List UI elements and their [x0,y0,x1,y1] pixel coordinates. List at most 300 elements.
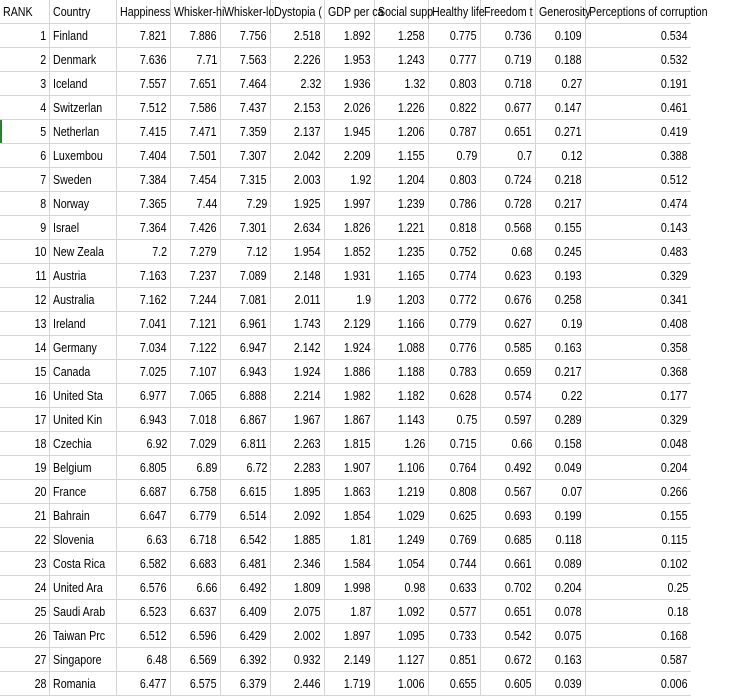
value-cell[interactable]: 1.203 [375,288,429,311]
value-cell[interactable]: 6.615 [221,480,271,503]
value-cell[interactable]: 7.563 [221,48,271,71]
country-cell[interactable]: Norway [50,192,117,215]
value-cell[interactable]: 0.27 [536,72,586,95]
country-cell[interactable]: Germany [50,336,117,359]
value-cell[interactable]: 0.329 [661,268,688,283]
value-cell[interactable]: 0.048 [661,436,688,451]
country-cell[interactable]: Switzerlan [50,96,117,119]
value-cell[interactable]: 1.204 [375,168,429,191]
value-cell[interactable]: 7.315 [221,168,271,191]
value-cell[interactable]: 7.636 [117,48,171,71]
value-cell[interactable]: 6.683 [171,552,221,575]
country-cell[interactable]: Belgium [50,456,117,479]
value-cell[interactable]: 2.129 [325,312,375,335]
country-cell[interactable]: Sweden [50,168,117,191]
value-cell[interactable]: 2.003 [271,168,325,191]
value-cell[interactable]: 0.358 [661,340,688,355]
header-cell[interactable]: Dystopia ( [271,0,325,23]
value-cell[interactable]: 6.943 [221,360,271,383]
value-cell[interactable]: 6.811 [221,432,271,455]
rank-cell[interactable]: 7 [0,168,50,191]
value-cell[interactable]: 0.715 [429,432,481,455]
country-cell[interactable]: New Zeala [50,240,117,263]
country-cell[interactable]: Taiwan Prc [50,624,117,647]
value-cell[interactable]: 1.188 [375,360,429,383]
value-cell[interactable]: 1.87 [325,600,375,623]
value-cell[interactable]: 1.826 [325,216,375,239]
value-cell[interactable]: 7.12 [221,240,271,263]
header-cell[interactable]: GDP per ca [325,0,375,23]
value-cell[interactable]: 0.851 [429,648,481,671]
value-cell[interactable]: 7.586 [171,96,221,119]
header-cell[interactable]: Whisker-lo [221,0,271,23]
value-cell[interactable]: 0.66 [481,432,536,455]
value-cell[interactable]: 0.19 [536,312,586,335]
rank-cell[interactable]: 8 [0,192,50,215]
country-cell[interactable]: Czechia [50,432,117,455]
rank-cell[interactable]: 21 [0,504,50,527]
value-cell[interactable]: 0.585 [481,336,536,359]
value-cell[interactable]: 0.078 [536,600,586,623]
country-cell[interactable]: Iceland [50,72,117,95]
value-cell[interactable]: 0.218 [536,168,586,191]
value-cell[interactable]: 7.107 [171,360,221,383]
value-cell[interactable]: 7.025 [117,360,171,383]
value-cell[interactable]: 0.341 [661,292,688,307]
value-cell[interactable]: 1.584 [325,552,375,575]
value-cell[interactable]: 0.118 [536,528,586,551]
value-cell[interactable]: 0.693 [481,504,536,527]
value-cell[interactable]: 0.419 [661,124,688,139]
value-cell[interactable]: 0.492 [481,456,536,479]
value-cell[interactable]: 0.532 [661,52,688,67]
value-cell[interactable]: 0.102 [661,556,688,571]
value-cell[interactable]: 0.204 [536,576,586,599]
value-cell[interactable]: 7.365 [117,192,171,215]
value-cell[interactable]: 2.153 [271,96,325,119]
value-cell[interactable]: 0.204 [661,460,688,475]
value-cell[interactable]: 2.149 [325,648,375,671]
value-cell[interactable]: 0.597 [481,408,536,431]
value-cell[interactable]: 1.26 [375,432,429,455]
value-cell[interactable]: 6.569 [171,648,221,671]
value-cell[interactable]: 1.907 [325,456,375,479]
value-cell[interactable]: 0.79 [429,144,481,167]
value-cell[interactable]: 0.568 [481,216,536,239]
value-cell[interactable]: 6.63 [117,528,171,551]
value-cell[interactable]: 0.191 [661,76,688,91]
value-cell[interactable]: 1.982 [325,384,375,407]
value-cell[interactable]: 6.888 [221,384,271,407]
value-cell[interactable]: 6.943 [117,408,171,431]
value-cell[interactable]: 0.803 [429,168,481,191]
value-cell[interactable]: 0.764 [429,456,481,479]
value-cell[interactable]: 7.437 [221,96,271,119]
value-cell[interactable]: 2.002 [271,624,325,647]
value-cell[interactable]: 6.647 [117,504,171,527]
value-cell[interactable]: 7.029 [171,432,221,455]
value-cell[interactable]: 0.408 [661,316,688,331]
value-cell[interactable]: 1.743 [271,312,325,335]
value-cell[interactable]: 1.997 [325,192,375,215]
value-cell[interactable]: 1.006 [375,672,429,695]
value-cell[interactable]: 1.809 [271,576,325,599]
rank-cell[interactable]: 26 [0,624,50,647]
value-cell[interactable]: 1.165 [375,264,429,287]
value-cell[interactable]: 0.155 [661,508,688,523]
value-cell[interactable]: 0.98 [375,576,429,599]
value-cell[interactable]: 1.235 [375,240,429,263]
value-cell[interactable]: 0.661 [481,552,536,575]
value-cell[interactable]: 2.446 [271,672,325,695]
value-cell[interactable]: 0.567 [481,480,536,503]
value-cell[interactable]: 0.672 [481,648,536,671]
value-cell[interactable]: 6.575 [171,672,221,695]
value-cell[interactable]: 0.461 [661,100,688,115]
value-cell[interactable]: 0.779 [429,312,481,335]
value-cell[interactable]: 0.258 [536,288,586,311]
rank-cell[interactable]: 23 [0,552,50,575]
country-cell[interactable]: Slovenia [50,528,117,551]
rank-cell[interactable]: 10 [0,240,50,263]
value-cell[interactable]: 1.945 [325,120,375,143]
value-cell[interactable]: 7.364 [117,216,171,239]
value-cell[interactable]: 0.728 [481,192,536,215]
country-cell[interactable]: Ireland [50,312,117,335]
value-cell[interactable]: 0.776 [429,336,481,359]
country-cell[interactable]: Saudi Arab [50,600,117,623]
value-cell[interactable]: 0.718 [481,72,536,95]
value-cell[interactable]: 6.805 [117,456,171,479]
rank-cell[interactable]: 28 [0,672,50,695]
rank-cell[interactable]: 16 [0,384,50,407]
value-cell[interactable]: 6.512 [117,624,171,647]
value-cell[interactable]: 2.634 [271,216,325,239]
value-cell[interactable]: 7.404 [117,144,171,167]
value-cell[interactable]: 1.953 [325,48,375,71]
value-cell[interactable]: 6.48 [117,648,171,671]
value-cell[interactable]: 6.687 [117,480,171,503]
value-cell[interactable]: 7.018 [171,408,221,431]
value-cell[interactable]: 6.582 [117,552,171,575]
value-cell[interactable]: 7.454 [171,168,221,191]
rank-cell[interactable]: 17 [0,408,50,431]
value-cell[interactable]: 7.464 [221,72,271,95]
value-cell[interactable]: 2.042 [271,144,325,167]
value-cell[interactable]: 7.512 [117,96,171,119]
rank-cell[interactable]: 22 [0,528,50,551]
value-cell[interactable]: 2.346 [271,552,325,575]
value-cell[interactable]: 1.854 [325,504,375,527]
value-cell[interactable]: 0.25 [667,580,688,595]
value-cell[interactable]: 0.769 [429,528,481,551]
value-cell[interactable]: 1.815 [325,432,375,455]
header-cell[interactable]: Freedom t [481,0,536,23]
header-cell[interactable]: Healthy life [429,0,481,23]
value-cell[interactable]: 1.897 [325,624,375,647]
value-cell[interactable]: 0.633 [429,576,481,599]
value-cell[interactable]: 2.518 [271,24,325,47]
country-cell[interactable]: Denmark [50,48,117,71]
value-cell[interactable]: 6.718 [171,528,221,551]
value-cell[interactable]: 0.12 [536,144,586,167]
value-cell[interactable]: 0.217 [536,360,586,383]
rank-cell[interactable]: 13 [0,312,50,335]
header-cell[interactable]: Social supp [375,0,429,23]
value-cell[interactable]: 2.214 [271,384,325,407]
value-cell[interactable]: 1.092 [375,600,429,623]
value-cell[interactable]: 7.756 [221,24,271,47]
value-cell[interactable]: 6.514 [221,504,271,527]
value-cell[interactable]: 0.574 [481,384,536,407]
value-cell[interactable]: 6.637 [171,600,221,623]
value-cell[interactable]: 1.221 [375,216,429,239]
rank-cell[interactable]: 25 [0,600,50,623]
value-cell[interactable]: 0.818 [429,216,481,239]
rank-cell[interactable]: 6 [0,144,50,167]
value-cell[interactable]: 7.089 [221,264,271,287]
value-cell[interactable]: 0.724 [481,168,536,191]
value-cell[interactable]: 0.177 [661,388,688,403]
value-cell[interactable]: 0.18 [667,604,688,619]
value-cell[interactable]: 7.279 [171,240,221,263]
rank-cell[interactable]: 19 [0,456,50,479]
value-cell[interactable]: 1.258 [375,24,429,47]
value-cell[interactable]: 0.623 [481,264,536,287]
value-cell[interactable]: 1.182 [375,384,429,407]
value-cell[interactable]: 0.289 [536,408,586,431]
value-cell[interactable]: 0.775 [429,24,481,47]
value-cell[interactable]: 7.041 [117,312,171,335]
value-cell[interactable]: 7.821 [117,24,171,47]
value-cell[interactable]: 0.783 [429,360,481,383]
country-cell[interactable]: France [50,480,117,503]
value-cell[interactable]: 0.199 [536,504,586,527]
value-cell[interactable]: 6.961 [221,312,271,335]
value-cell[interactable]: 6.477 [117,672,171,695]
value-cell[interactable]: 0.774 [429,264,481,287]
value-cell[interactable]: 0.822 [429,96,481,119]
value-cell[interactable]: 0.155 [536,216,586,239]
header-cell[interactable]: RANK [0,0,50,23]
value-cell[interactable]: 1.32 [375,72,429,95]
value-cell[interactable]: 1.054 [375,552,429,575]
value-cell[interactable]: 1.924 [271,360,325,383]
value-cell[interactable]: 2.148 [271,264,325,287]
value-cell[interactable]: 1.998 [325,576,375,599]
value-cell[interactable]: 1.239 [375,192,429,215]
value-cell[interactable]: 0.388 [661,148,688,163]
value-cell[interactable]: 2.283 [271,456,325,479]
value-cell[interactable]: 6.523 [117,600,171,623]
value-cell[interactable]: 0.733 [429,624,481,647]
value-cell[interactable]: 1.219 [375,480,429,503]
value-cell[interactable]: 1.166 [375,312,429,335]
rank-cell[interactable]: 15 [0,360,50,383]
value-cell[interactable]: 0.803 [429,72,481,95]
value-cell[interactable]: 0.577 [429,600,481,623]
value-cell[interactable]: 0.22 [536,384,586,407]
country-cell[interactable]: Bahrain [50,504,117,527]
value-cell[interactable]: 2.209 [325,144,375,167]
value-cell[interactable]: 1.155 [375,144,429,167]
value-cell[interactable]: 6.758 [171,480,221,503]
value-cell[interactable]: 0.143 [661,220,688,235]
value-cell[interactable]: 0.168 [661,628,688,643]
value-cell[interactable]: 7.244 [171,288,221,311]
value-cell[interactable]: 2.092 [271,504,325,527]
value-cell[interactable]: 0.115 [662,532,688,547]
value-cell[interactable]: 6.867 [221,408,271,431]
value-cell[interactable]: 6.409 [221,600,271,623]
value-cell[interactable]: 7.71 [171,48,221,71]
value-cell[interactable]: 1.92 [325,168,375,191]
value-cell[interactable]: 0.932 [271,648,325,671]
value-cell[interactable]: 6.92 [117,432,171,455]
value-cell[interactable]: 2.011 [271,288,325,311]
rank-cell[interactable]: 5 [0,120,50,143]
value-cell[interactable]: 6.492 [221,576,271,599]
header-cell[interactable]: Generosity [536,0,586,23]
value-cell[interactable]: 0.702 [481,576,536,599]
value-cell[interactable]: 0.07 [536,480,586,503]
value-cell[interactable]: 0.628 [429,384,481,407]
value-cell[interactable]: 6.89 [171,456,221,479]
value-cell[interactable]: 1.895 [271,480,325,503]
value-cell[interactable]: 0.368 [661,364,688,379]
value-cell[interactable]: 7.384 [117,168,171,191]
value-cell[interactable]: 1.936 [325,72,375,95]
value-cell[interactable]: 1.867 [325,408,375,431]
value-cell[interactable]: 6.72 [221,456,271,479]
value-cell[interactable]: 6.392 [221,648,271,671]
value-cell[interactable]: 1.967 [271,408,325,431]
value-cell[interactable]: 1.719 [325,672,375,695]
value-cell[interactable]: 1.863 [325,480,375,503]
value-cell[interactable]: 0.245 [536,240,586,263]
value-cell[interactable]: 0.719 [481,48,536,71]
country-cell[interactable]: Netherlan [50,120,117,143]
value-cell[interactable]: 1.127 [375,648,429,671]
value-cell[interactable]: 1.931 [325,264,375,287]
value-cell[interactable]: 0.777 [429,48,481,71]
value-cell[interactable]: 0.655 [429,672,481,695]
value-cell[interactable]: 0.163 [536,648,586,671]
value-cell[interactable]: 0.158 [536,432,586,455]
rank-cell[interactable]: 3 [0,72,50,95]
value-cell[interactable]: 1.226 [375,96,429,119]
value-cell[interactable]: 1.885 [271,528,325,551]
value-cell[interactable]: 0.193 [536,264,586,287]
value-cell[interactable]: 0.039 [536,672,586,695]
value-cell[interactable]: 1.088 [375,336,429,359]
value-cell[interactable]: 0.329 [661,412,688,427]
value-cell[interactable]: 2.075 [271,600,325,623]
value-cell[interactable]: 0.808 [429,480,481,503]
value-cell[interactable]: 7.651 [171,72,221,95]
country-cell[interactable]: Costa Rica [50,552,117,575]
rank-cell[interactable]: 2 [0,48,50,71]
value-cell[interactable]: 7.065 [171,384,221,407]
value-cell[interactable]: 0.271 [536,120,586,143]
country-cell[interactable]: Finland [50,24,117,47]
value-cell[interactable]: 1.9 [325,288,375,311]
value-cell[interactable]: 2.142 [271,336,325,359]
value-cell[interactable]: 7.307 [221,144,271,167]
rank-cell[interactable]: 27 [0,648,50,671]
value-cell[interactable]: 6.429 [221,624,271,647]
value-cell[interactable]: 0.605 [481,672,536,695]
value-cell[interactable]: 7.2 [117,240,171,263]
value-cell[interactable]: 7.886 [171,24,221,47]
value-cell[interactable]: 1.925 [271,192,325,215]
value-cell[interactable]: 0.659 [481,360,536,383]
value-cell[interactable]: 0.006 [661,676,688,691]
rank-cell[interactable]: 11 [0,264,50,287]
value-cell[interactable]: 0.217 [536,192,586,215]
country-cell[interactable]: Canada [50,360,117,383]
header-cell[interactable]: Whisker-hi [171,0,221,23]
value-cell[interactable]: 0.786 [429,192,481,215]
value-cell[interactable]: 0.089 [536,552,586,575]
rank-cell[interactable]: 24 [0,576,50,599]
value-cell[interactable]: 7.163 [117,264,171,287]
value-cell[interactable]: 1.143 [375,408,429,431]
value-cell[interactable]: 0.677 [481,96,536,119]
value-cell[interactable]: 0.685 [481,528,536,551]
rank-cell[interactable]: 14 [0,336,50,359]
value-cell[interactable]: 7.426 [171,216,221,239]
value-cell[interactable]: 0.651 [481,600,536,623]
value-cell[interactable]: 6.576 [117,576,171,599]
value-cell[interactable]: 0.542 [481,624,536,647]
rank-cell[interactable]: 4 [0,96,50,119]
header-cell[interactable]: Happiness [117,0,171,23]
value-cell[interactable]: 1.892 [325,24,375,47]
value-cell[interactable]: 2.263 [271,432,325,455]
value-cell[interactable]: 7.44 [171,192,221,215]
value-cell[interactable]: 0.163 [536,336,586,359]
country-cell[interactable]: Singapore [50,648,117,671]
value-cell[interactable]: 1.095 [375,624,429,647]
value-cell[interactable]: 7.121 [171,312,221,335]
value-cell[interactable]: 7.359 [221,120,271,143]
value-cell[interactable]: 0.049 [536,456,586,479]
value-cell[interactable]: 0.474 [661,196,688,211]
country-cell[interactable]: United Kin [50,408,117,431]
value-cell[interactable]: 0.266 [661,484,688,499]
value-cell[interactable]: 7.501 [171,144,221,167]
rank-cell[interactable]: 18 [0,432,50,455]
value-cell[interactable]: 0.587 [661,652,688,667]
value-cell[interactable]: 1.206 [375,120,429,143]
value-cell[interactable]: 6.66 [171,576,221,599]
value-cell[interactable]: 6.542 [221,528,271,551]
value-cell[interactable]: 6.596 [171,624,221,647]
header-cell[interactable]: Country [50,0,117,23]
header-cell[interactable]: Perceptions of corruption [589,4,708,19]
value-cell[interactable]: 0.7 [481,144,536,167]
country-cell[interactable]: Austria [50,264,117,287]
value-cell[interactable]: 7.471 [171,120,221,143]
value-cell[interactable]: 0.147 [536,96,586,119]
value-cell[interactable]: 6.947 [221,336,271,359]
value-cell[interactable]: 7.237 [171,264,221,287]
value-cell[interactable]: 2.32 [271,72,325,95]
value-cell[interactable]: 1.852 [325,240,375,263]
value-cell[interactable]: 0.534 [661,28,688,43]
country-cell[interactable]: Australia [50,288,117,311]
